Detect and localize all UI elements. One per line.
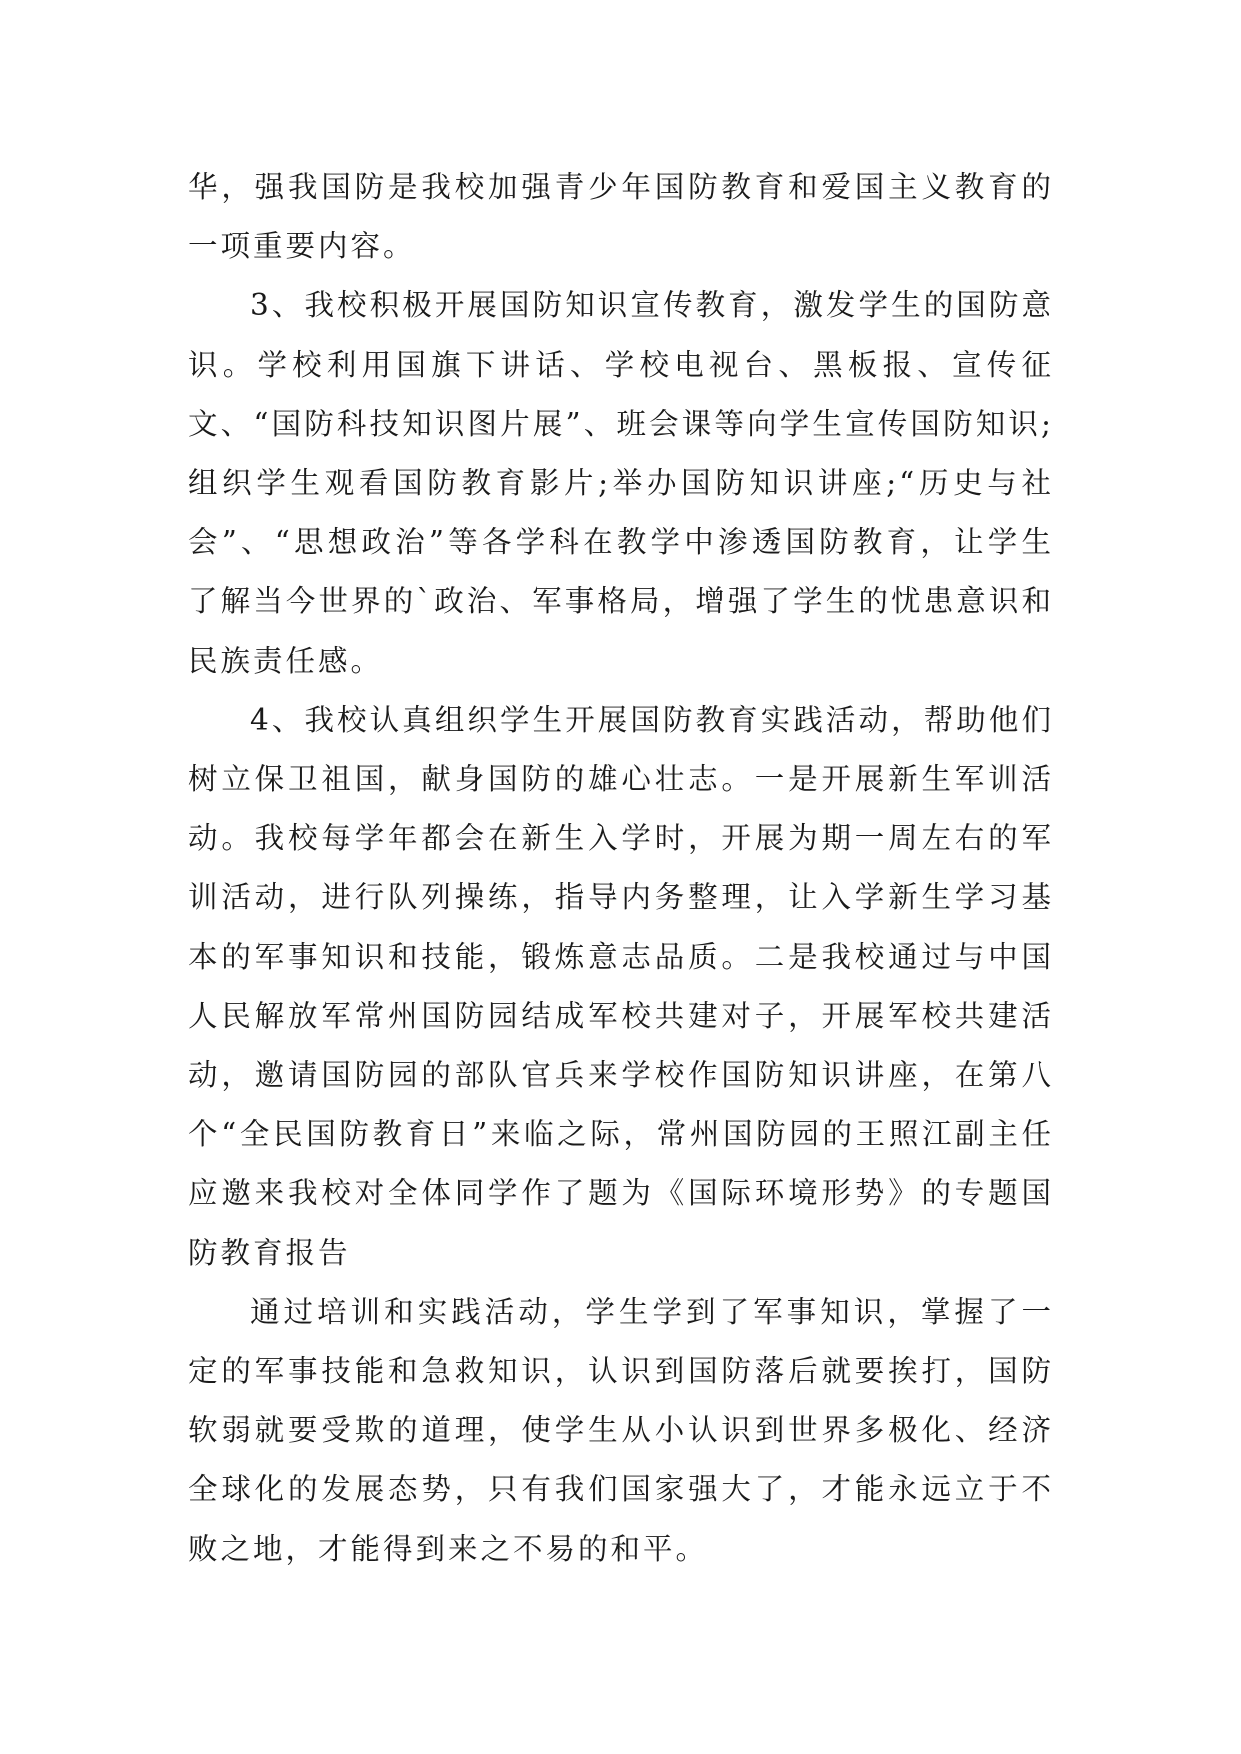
paragraph-conclusion: 通过培训和实践活动，学生学到了军事知识，掌握了一定的军事技能和急救知识，认识到国防落后就要挨打，国防软弱就要受欺的道理，使学生从小认识到世界多极化、经济全球化的发展态势，只有我们国家强大了，才能永远立于不败之地，才能得到来之不易的和平。 [188,1294,1054,1566]
paragraph-item-3: 3、我校积极开展国防知识宣传教育，激发学生的国防意识。学校利用国旗下讲话、学校电视台、黑板报、宣传征文、“国防科技知识图片展”、班会课等向学生宣传国防知识;组织学生观看国防教育影片;举办国防知识讲座;“历史与社会”、“思想政治”等各学科在教学中渗透国防教育，让学生了解当今世界的`政治、军事格局，增强了学生的忧患意识和民族责任感。 [188,288,1054,678]
document-body [188,158,1054,1579]
paragraph-item-4: 4、我校认真组织学生开展国防教育实践活动，帮助他们树立保卫祖国，献身国防的雄心壮志。一是开展新生军训活动。我校每学年都会在新生入学时，开展为期一周左右的军训活动，进行队列操练，指导内务整理，让入学新生学习基本的军事知识和技能，锻炼意志品质。二是我校通过与中国人民解放军常州国防园结成军校共建对子，开展军校共建活动，邀请国防园的部队官兵来学校作国防知识讲座，在第八个“全民国防教育日”来临之际，常州国防园的王照江副主任应邀来我校对全体同学作了题为《国际环境形势》的专题国防教育报告 [188,702,1054,1270]
paragraph-continuation: 华，强我国防是我校加强青少年国防教育和爱国主义教育的一项重要内容。 [188,170,1054,264]
